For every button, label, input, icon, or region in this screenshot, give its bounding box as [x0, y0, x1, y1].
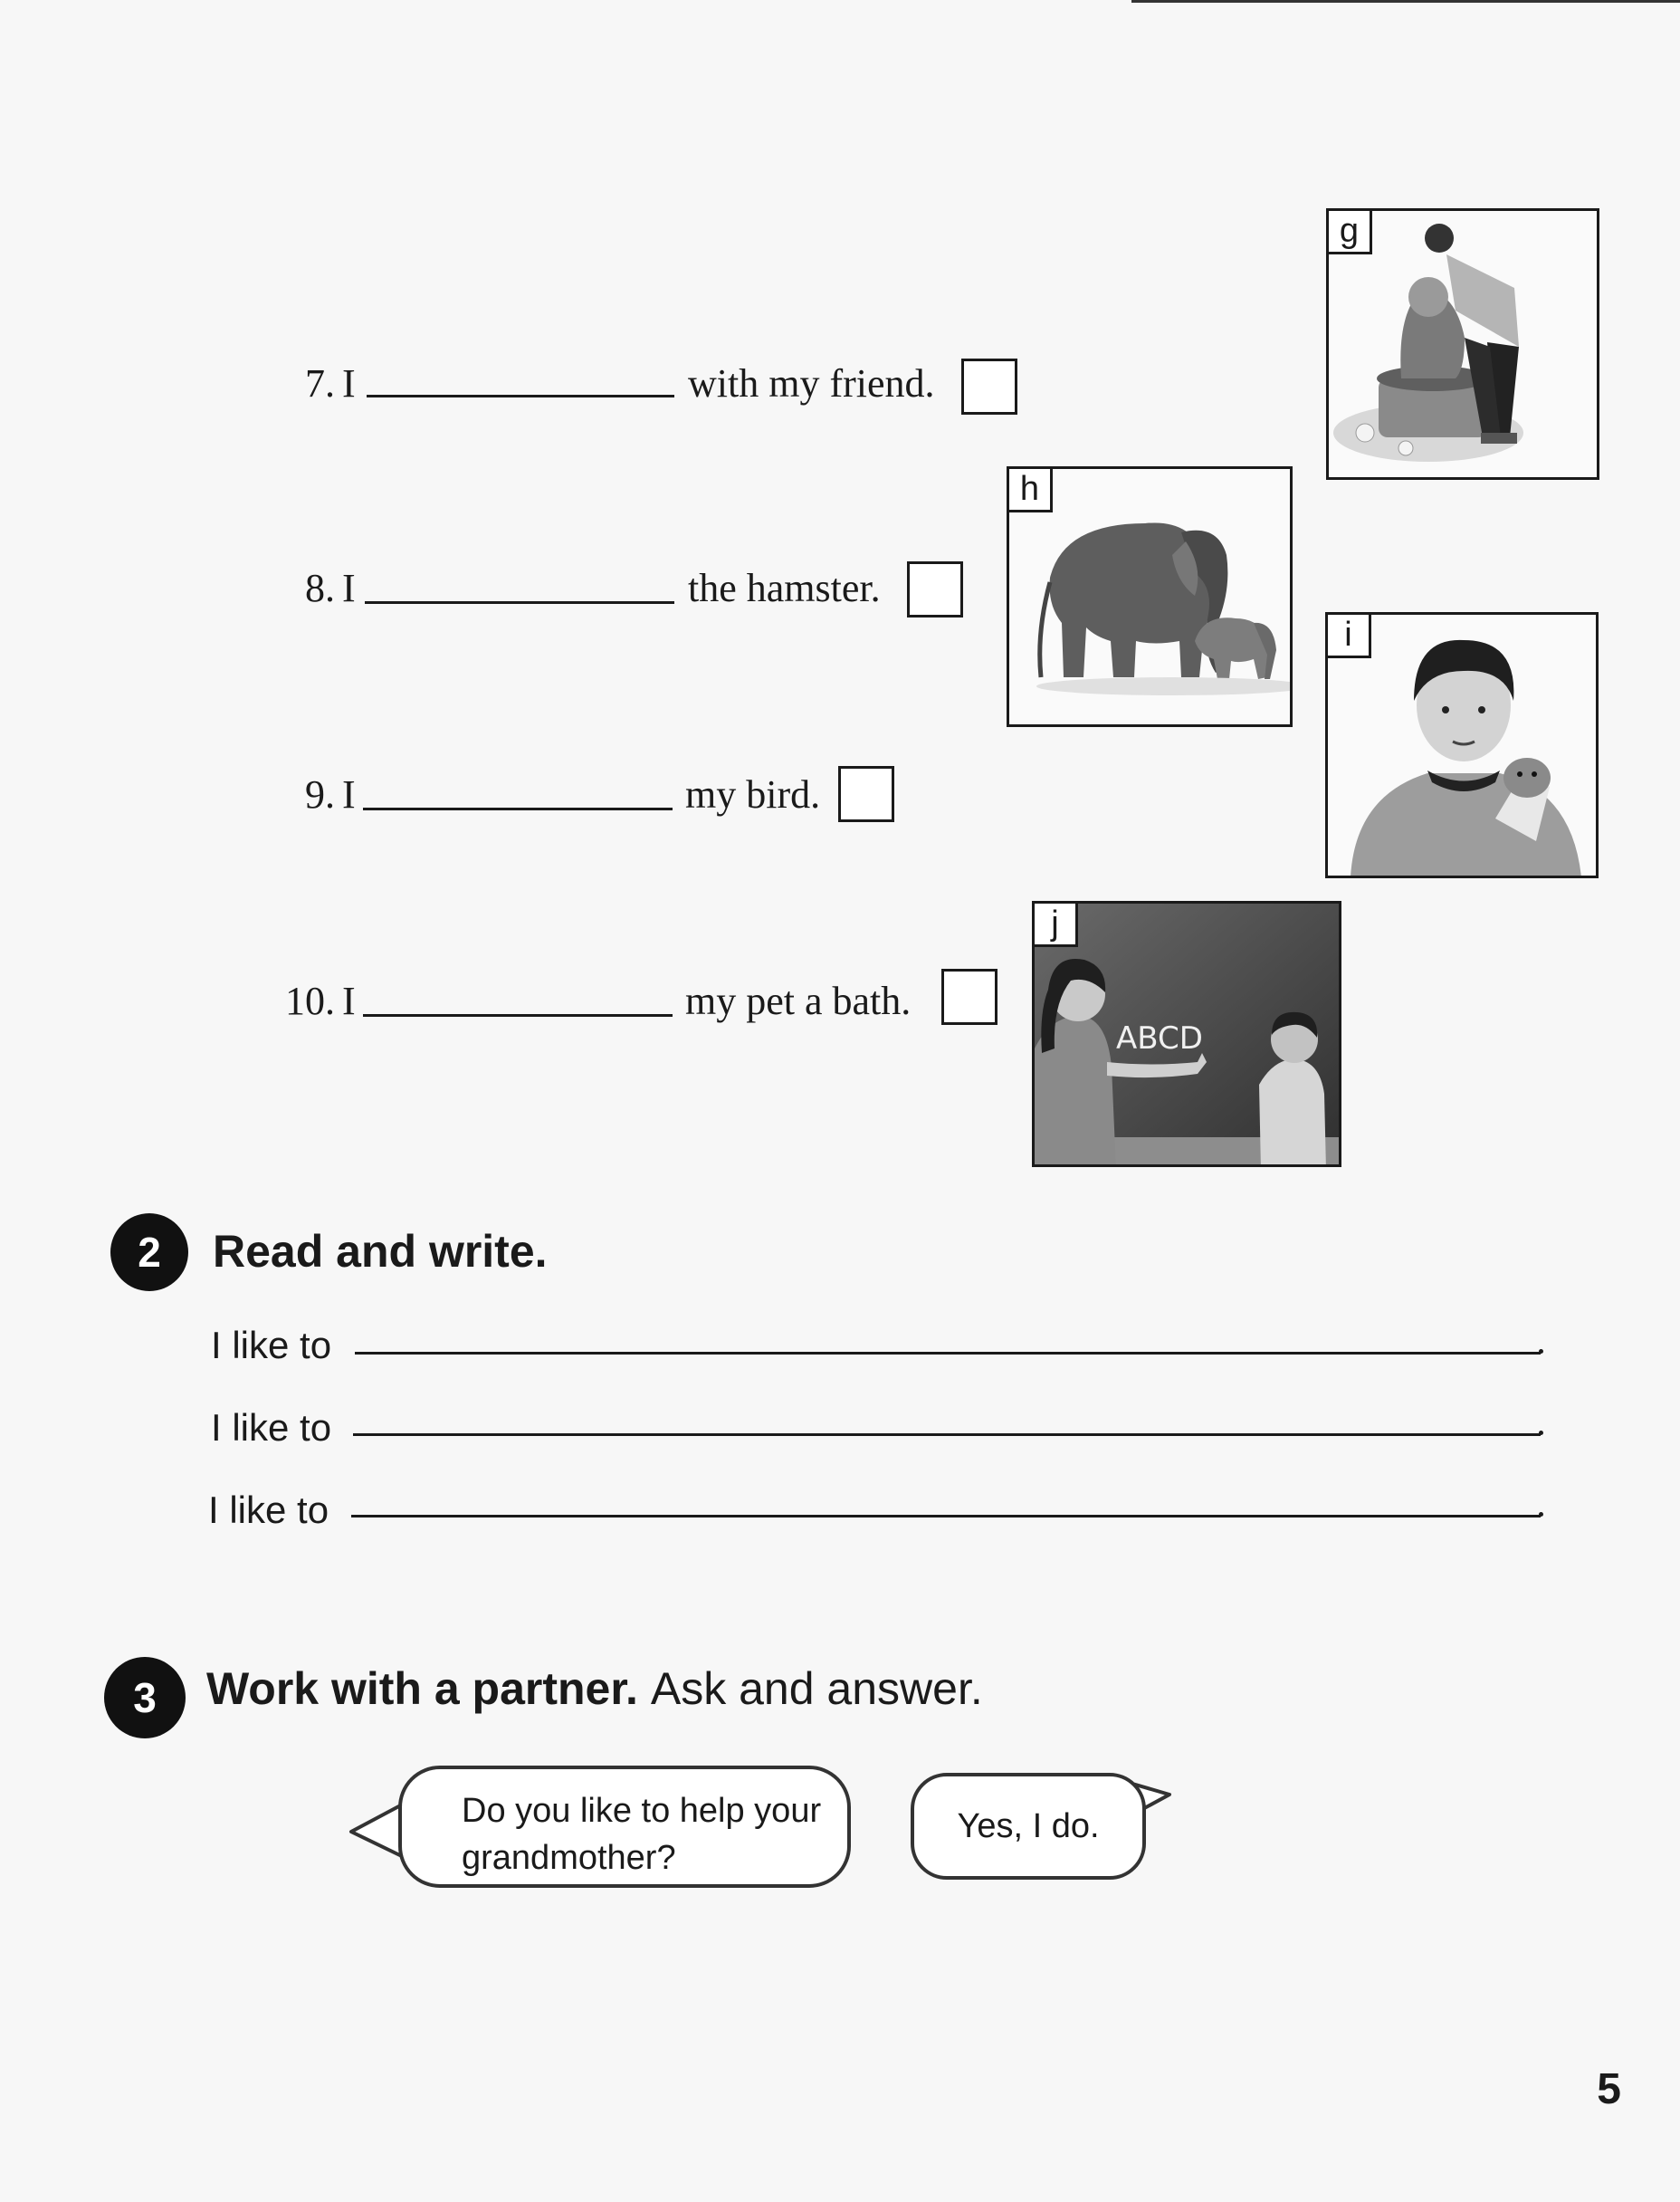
elephants-picture [1007, 466, 1293, 727]
question-speech-bubble [398, 1766, 851, 1888]
item-text: my bird. [685, 772, 821, 817]
item-subject: I [342, 979, 356, 1023]
answer-blank[interactable] [365, 601, 674, 604]
section-title: Read and write. [213, 1226, 548, 1277]
item-number: 10. [285, 979, 335, 1023]
answer-speech-bubble [911, 1773, 1146, 1880]
item-subject: I [342, 361, 356, 406]
girl-washing-dog-picture [1326, 208, 1599, 480]
item-number: 9. [305, 772, 335, 817]
item-subject: I [342, 772, 356, 817]
picture-label: i [1328, 615, 1371, 658]
item-text: the hamster. [688, 566, 881, 610]
answer-blank[interactable] [363, 1014, 673, 1017]
picture-label: h [1009, 469, 1053, 512]
boy-holding-hamster-picture [1325, 612, 1599, 878]
write-line[interactable] [355, 1352, 1541, 1355]
period-dot [1539, 1349, 1543, 1354]
top-rule [1131, 0, 1680, 3]
write-prompt: I like to [211, 1406, 332, 1449]
letter-answer-box[interactable] [838, 766, 894, 822]
answer-text: Yes, I do. [957, 1807, 1100, 1845]
letter-answer-box[interactable] [941, 969, 998, 1025]
item-text: with my friend. [688, 361, 935, 406]
section-title-bold: Work with a partner. [206, 1663, 638, 1714]
girl-teaching-boy-icon [1035, 904, 1341, 1167]
period-dot [1539, 1512, 1543, 1517]
girl-teaching-boy-picture [1032, 901, 1341, 1167]
item-number: 7. [305, 361, 335, 406]
answer-blank[interactable] [367, 395, 674, 397]
letter-answer-box[interactable] [961, 359, 1017, 415]
write-line[interactable] [351, 1515, 1541, 1517]
section-number-badge: 3 [104, 1657, 186, 1738]
picture-label: j [1035, 904, 1078, 947]
item-number: 8. [305, 566, 335, 610]
section-title-rest: Ask and answer. [650, 1663, 983, 1714]
page-number: 5 [1597, 2065, 1621, 2113]
picture-label: g [1329, 211, 1372, 254]
write-line[interactable] [353, 1433, 1541, 1436]
letter-answer-box[interactable] [907, 561, 963, 618]
period-dot [1539, 1431, 1543, 1435]
section-number-badge: 2 [110, 1213, 188, 1291]
board-text: ABCD [1116, 1020, 1203, 1057]
answer-blank[interactable] [363, 808, 673, 810]
item-subject: I [342, 566, 356, 610]
write-prompt: I like to [211, 1324, 332, 1366]
question-line-1: Do you like to help your [462, 1792, 822, 1830]
section-title [206, 1662, 983, 1715]
question-line-2: grandmother? [462, 1839, 676, 1877]
item-text: my pet a bath. [685, 979, 912, 1023]
write-prompt: I like to [208, 1489, 329, 1531]
